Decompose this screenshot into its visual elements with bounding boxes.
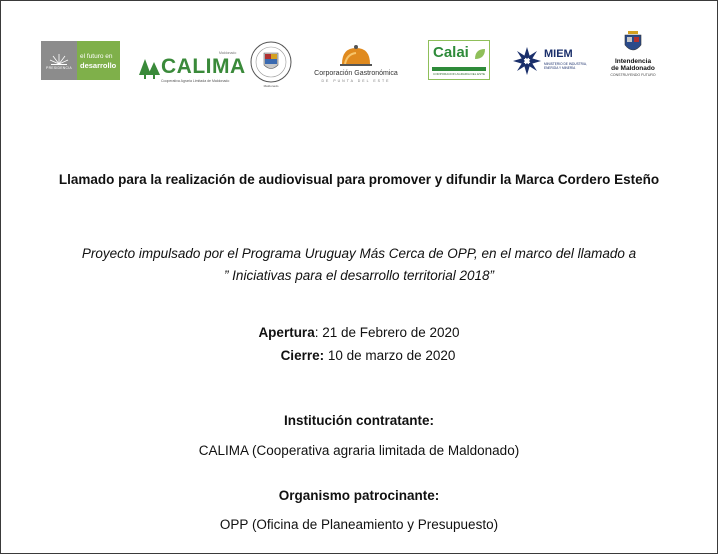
intro-line-2: ” Iniciativas para el desarrollo territorial 2018”	[223, 268, 495, 283]
calima-top-label: Maldonado	[219, 51, 237, 55]
calai-wordmark: Calai	[433, 44, 469, 61]
dates-block	[1, 321, 717, 367]
intro-line-1: Proyecto impulsado por el Programa Uruguay Más Cerca de OPP, en el marco del llamado a	[81, 246, 637, 261]
corporacion-subtitle: DE PUNTA DEL ESTE	[321, 79, 391, 83]
calima-tagline: Cooperativa Agraria Limitada de Maldonado	[161, 79, 230, 83]
intendencia-line-2: de Maldonado	[611, 65, 655, 72]
presidencia-logo	[41, 41, 120, 80]
presidencia-emblem	[41, 41, 77, 80]
calai-logo	[428, 40, 490, 80]
miem-star-icon	[512, 46, 542, 76]
presidencia-tagline-1: el futuro en	[80, 52, 113, 60]
corporacion-gastronomica-logo	[308, 44, 404, 84]
pine-trees-icon	[139, 57, 161, 81]
opening-date-row	[1, 321, 717, 344]
calima-wordmark: CALIMA	[161, 55, 246, 78]
contracting-heading: Institución contratante:	[283, 413, 434, 428]
calai-subtitle: CORPORACION AGRARIA DEL ESTE	[433, 72, 485, 76]
intendencia-line-3: CONSTRUYENDO FUTURO	[610, 73, 656, 77]
sponsor-heading: Organismo patrocinante:	[278, 488, 440, 503]
contracting-value: CALIMA (Cooperativa agraria limitada de Maldonado)	[198, 443, 520, 458]
leaf-icon	[473, 47, 487, 61]
corporacion-name: Corporación Gastronómica	[314, 70, 398, 77]
sponsor-logo-strip	[1, 1, 717, 121]
project-intro	[1, 243, 717, 287]
document-title: Llamado para la realización de audiovisual para promover y difundir la Marca Cordero Esteño	[58, 172, 660, 187]
opening-label: Apertura	[258, 325, 315, 340]
presidencia-tagline-2: desarrollo	[80, 60, 117, 70]
calima-logo	[139, 51, 246, 85]
closing-label: Cierre:	[280, 348, 325, 363]
miem-logo	[512, 44, 598, 78]
cloche-icon	[339, 44, 373, 68]
coat-of-arms-icon	[624, 31, 642, 55]
municipal-seal-logo	[250, 41, 292, 88]
sponsor-value: OPP (Oficina de Planeamiento y Presupuesto)	[219, 517, 499, 532]
presidencia-tagline	[77, 41, 120, 80]
miem-subtitle: MINISTERIO DE INDUSTRIA, ENERGÍA Y MINERÍA	[544, 62, 587, 70]
closing-date-row	[1, 344, 717, 367]
miem-wordmark: MIEM	[544, 48, 573, 60]
opening-value: : 21 de Febrero de 2020	[314, 325, 460, 340]
presidencia-label: PRESIDENCIA	[46, 65, 72, 70]
seal-icon	[250, 41, 292, 83]
closing-value: 10 de marzo de 2020	[324, 348, 456, 363]
intendencia-line-1: Intendencia	[614, 58, 652, 65]
calai-bar	[432, 67, 486, 71]
sun-icon	[49, 52, 69, 66]
seal-caption: Maldonado	[263, 84, 279, 88]
intendencia-maldonado-logo	[608, 31, 658, 81]
